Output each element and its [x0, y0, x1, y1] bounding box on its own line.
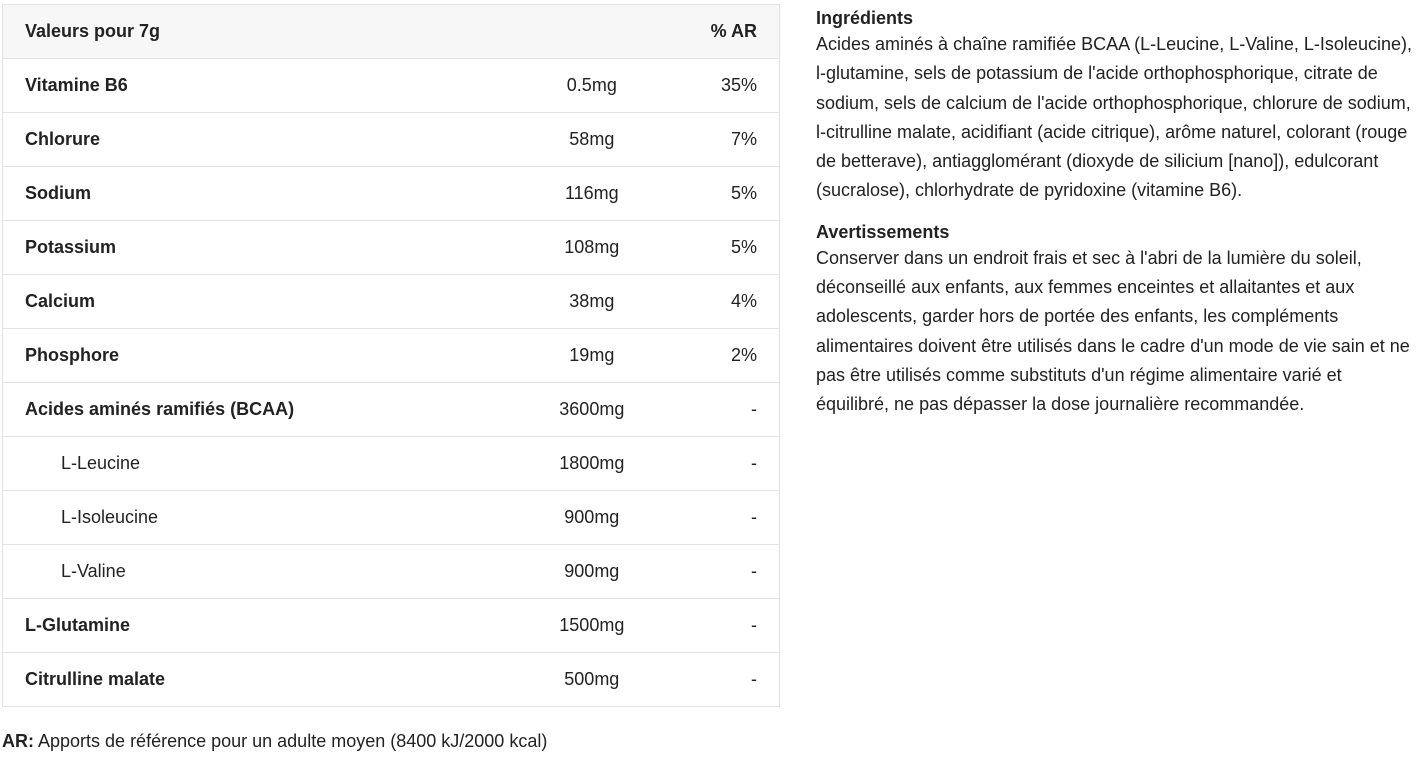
nutrient-amount: 38mg	[504, 275, 681, 329]
table-row	[3, 599, 780, 653]
nutrient-amount: 116mg	[504, 167, 681, 221]
table-row	[3, 221, 780, 275]
nutrient-name: Sodium	[3, 167, 504, 221]
table-row-sub	[3, 545, 780, 599]
nutrient-name: L-Glutamine	[3, 599, 504, 653]
warnings-text: Conserver dans un endroit frais et sec à l'abri de la lumière du soleil, déconseillé aux enfants, aux femmes enceintes et allaitantes et aux adolescents, garder hors de portée des enfants, les compléments alimentaires doivent être utilisés dans le cadre d'un mode de vie sain et ne pas être utilisés comme substituts d'un régime alimentaire varié et équilibré, ne pas dépasser la dose journalière recommandée.	[816, 247, 1410, 415]
nutrient-amount: 19mg	[504, 329, 681, 383]
nutrient-name: Acides aminés ramifiés (BCAA)	[3, 383, 504, 437]
nutrient-ar: -	[680, 491, 779, 545]
header-amount	[504, 5, 681, 59]
header-reference-intake: % AR	[680, 5, 779, 59]
reference-intake-text: Apports de référence pour un adulte moyen (8400 kJ/2000 kcal)	[34, 731, 548, 751]
reference-intake-label: AR:	[2, 731, 34, 751]
nutrient-ar: 5%	[680, 221, 779, 275]
nutrient-ar: -	[680, 383, 779, 437]
nutrient-amount: 0.5mg	[504, 59, 681, 113]
nutrient-ar: -	[680, 599, 779, 653]
nutrient-amount: 900mg	[504, 545, 681, 599]
nutrient-amount: 500mg	[504, 653, 681, 707]
ingredients-title: Ingrédients	[816, 8, 914, 28]
nutrient-amount: 108mg	[504, 221, 681, 275]
nutrient-ar: -	[680, 545, 779, 599]
nutrient-name: Vitamine B6	[3, 59, 504, 113]
nutrient-amount: 58mg	[504, 113, 681, 167]
nutrient-name: L-Valine	[3, 545, 504, 599]
ingredients-text: Acides aminés à chaîne ramifiée BCAA (L-Leucine, L-Valine, L-Isoleucine), l-glutamine, sels de potassium de l'acide orthophosphorique, citrate de sodium, sels de calcium de l'acide orthophosphorique, chlorure de sodium, l-citrulline malate, acidifiant (acide citrique), arôme naturel, colorant (rouge de betterave), antiagglomérant (dioxyde de silicium [nano]), edulcorant (sucralose), chlorhydrate de pyridoxine (vitamine B6).	[816, 34, 1412, 201]
table-row	[3, 167, 780, 221]
nutrient-amount: 1500mg	[504, 599, 681, 653]
table-row-sub	[3, 437, 780, 491]
table-row	[3, 653, 780, 707]
table-body	[3, 59, 780, 707]
nutrition-table	[2, 4, 780, 707]
table-row	[3, 383, 780, 437]
warnings-title: Avertissements	[816, 221, 950, 242]
table-row	[3, 329, 780, 383]
product-info-panel	[816, 6, 1416, 420]
nutrient-name: Citrulline malate	[3, 653, 504, 707]
nutrient-amount: 900mg	[504, 491, 681, 545]
nutrient-ar: -	[680, 437, 779, 491]
nutrient-name: Calcium	[3, 275, 504, 329]
nutrient-ar: 4%	[680, 275, 779, 329]
nutrient-ar: 5%	[680, 167, 779, 221]
nutrient-name: Potassium	[3, 221, 504, 275]
nutrient-ar: 2%	[680, 329, 779, 383]
nutrient-name: Chlorure	[3, 113, 504, 167]
table-row-sub	[3, 491, 780, 545]
table-header-row	[3, 5, 780, 59]
table-row	[3, 275, 780, 329]
nutrient-ar: 35%	[680, 59, 779, 113]
nutrient-ar: 7%	[680, 113, 779, 167]
nutrient-ar: -	[680, 653, 779, 707]
header-values-per-serving: Valeurs pour 7g	[3, 5, 504, 59]
table-row	[3, 59, 780, 113]
nutrient-amount: 1800mg	[504, 437, 681, 491]
nutrient-amount: 3600mg	[504, 383, 681, 437]
table-row	[3, 113, 780, 167]
nutrient-name: L-Isoleucine	[3, 491, 504, 545]
nutrient-name: Phosphore	[3, 329, 504, 383]
reference-intake-note	[2, 731, 547, 752]
nutrient-name: L-Leucine	[3, 437, 504, 491]
